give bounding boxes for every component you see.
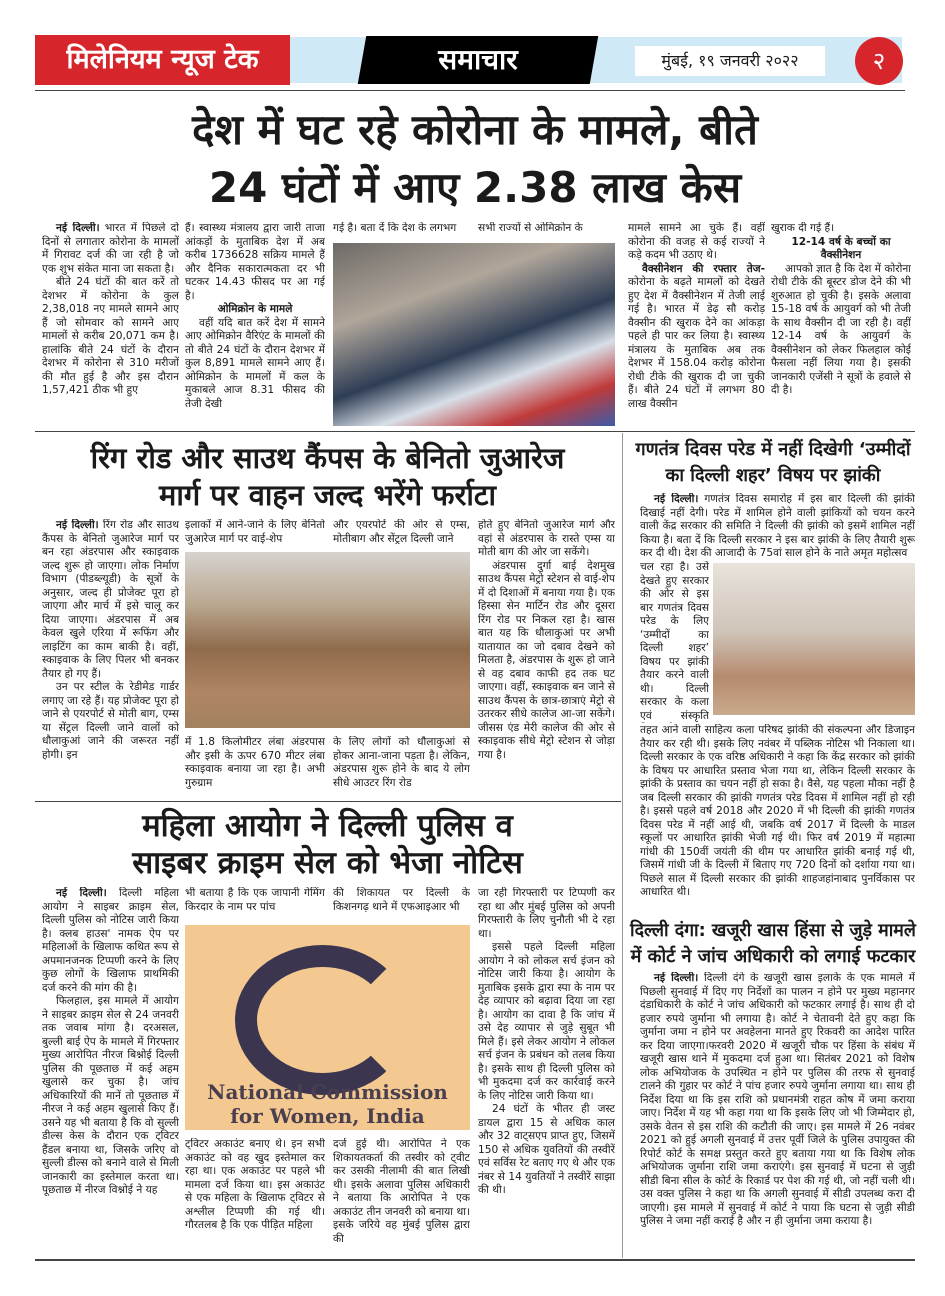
dateline-label: नई दिल्ली।: [56, 222, 100, 234]
headline-text: का दिल्ली शहर’ विषय पर झांकी: [665, 465, 881, 486]
page-number: [855, 37, 903, 85]
paragraph: उन पर स्टील के रेडीमेड गार्डर लगाए जा रहे हैं। यह प्रोजेक्ट पूरा हो जाने से एयरपोर्ट से मोती बाग, एम्स या सेंट्रल दिल्ली जाने वालों को धौलाकुआं जाने की जरूरत नहीं होगी। इन: [42, 681, 179, 761]
photo-underpass-construction: [185, 552, 470, 728]
paragraph: दिल्ली दंगे के खजूरी खास इलाके के एक मामले में पिछली सुनवाई में दिए गए निर्देशों का पालन न होने पर मुख्य महानगर दंडाधिकारी के कोर्ट ने जांच अधिकारी को फटकार लगाई है। साथ ही दो हजार रुपये जुर्माना भी लगाया है। कोर्ट ने चेतावनी देते हुए कहा कि जुर्माना जमा न होने पर अवहेलना मानते हुए रिकवरी का आदेश पारित कर दिया जाएगा।फरवरी 2020 में खजूरी चौक पर हिंसा के संबंध में खजूरी खास थाने में मुकदमा दर्ज हुआ था। सितंबर 2021 को विशेष लोक अभियोजक के उपस्थित न होने पर पुलिस की तरफ से सुनवाई टालने की गुहार पर कोर्ट ने पांच हजार रुपये जुर्माना लगाया था। साथ ही निर्देश दिया था कि इस राशि को प्रधानमंत्री राहत कोष में जमा कराया जाए। निर्देश में यह भी कहा गया था कि इसके लिए जो भी जिम्मेदार हो, उसके वेतन से इस राशि की कटौती की जाए। इस मामले में 26 नवंबर 2021 को हुई अगली सुनवाई में उत्तर पूर्वी जिले के पुलिस उपायुक्त की रिपोर्ट कोर्ट के समक्ष प्रस्तुत करते हुए बताया गया था कि विशेष लोक अभियोजक जुर्माना राशि जमा कराएंगे। इस सुनवाई में घटना से जुड़ी सीडी बिना सील के कोर्ट के रिकार्ड पर पेश की गई थी, जो नहीं चली थी। उस वक्त पुलिस ने कहा था कि अगली सुनवाई में सीडी उपलब्ध करा दी जाएगी। इस मामले में सुनवाई में कोर्ट ने पाया कि घटना से जुड़ी सीडी पुलिस ने जमा नहीं कराई है और न ही जुर्माना जमा कराया है।: [640, 972, 915, 1227]
headline-text: में कोर्ट ने जांच अधिकारी को लगाई फटकार: [630, 946, 916, 967]
paragraph: बीते 24 घंटों की बात करें तो देशभर में कोरोना के कुल 2,38,018 नए मामले सामने आए हैं जो सोमवार को सामने आए मामलों से करीब 20,071 कम है। हालांकि बीते 24 घंटों के दौरान देशभर में कोरोना से 310 मरीजों की मौत हुई है और इस दौरान 1,57,421 ठीक भी हुए: [42, 276, 179, 396]
article-column: [333, 222, 473, 238]
divider: [35, 1259, 915, 1261]
headline-text: देश में घट रहे कोरोना के मामले, बीते: [192, 105, 758, 154]
inline-subheading: वैक्सीनेशन की रफ्तार तेज-: [642, 262, 765, 275]
article-column: [640, 724, 915, 909]
article-column: [185, 1138, 325, 1255]
headline-text: दिल्ली दंगा: खजूरी खास हिंसा से जुड़े मामले: [630, 920, 916, 941]
headline-text: गणतंत्र दिवस परेड में नहीं दिखेगी ‘उम्मीदों: [635, 439, 911, 460]
paragraph: भारत में पिछले दो दिनों से लगातार कोरोना के मामलों में गिरावट दर्ज की जा रही है जो एक शुभ संकेत माना जा सकता है।: [42, 222, 179, 275]
headline-line: [35, 477, 620, 514]
divider: [35, 431, 915, 432]
article-column: [333, 887, 470, 915]
article-column: [640, 493, 915, 561]
paragraph: कोरोना के बढ़ते मामलों को देखते हुए देश में वैक्सीनेशन में तेजी लाई गई है। भारत में डेढ़ सौ करोड़ वैक्सीन की खुराक देने का आंकड़ा पहले ही पार कर लिया है। स्वास्थ्य मंत्रालय के मुताबिक अब तक देशभर में 158.04 करोड़ कोरोना रोधी टीके की खुराक दी जा चुकी हैं। बीते 24 घंटों में लगभग 80 लाख वैक्सीन: [628, 276, 765, 410]
headline-line: [628, 437, 918, 463]
headline-text: मार्ग पर वाहन जल्द भरेंगे फर्राटा: [159, 478, 496, 512]
subheading: 12-14 वर्ष के बच्चों का वैक्सीनेशन: [791, 235, 891, 261]
article-column: [185, 736, 325, 797]
masthead: [35, 35, 290, 85]
paragraph: दिल्ली महिला आयोग ने साइबर क्राइम सेल, दिल्ली पुलिस को नोटिस जारी किया है। क्लब हाउस' नामक ऐप पर महिलाओं के खिलाफ कथित रूप से अपमानजनक टिप्पणी करने के लिए कुछ लोगों के खिलाफ प्राथमिकी दर्ज करने की मांग की है।: [42, 887, 179, 994]
headline-line: [628, 918, 918, 944]
ncw-logo-emblem: [235, 945, 410, 1095]
article-column: [771, 222, 911, 428]
article-column: [42, 222, 179, 428]
headline-line: [628, 463, 918, 489]
paragraph: गई है। बता दें कि देश के लगभग: [333, 222, 457, 234]
ncw-logo-image: [185, 925, 470, 1130]
paragraph: अंडरपास दुर्गा बाई देशमुख साउथ कैंपस मेट्रो स्टेशन से वाई-शेप में दो दिशाओं में बनाया गया है। एक हिस्सा सेन मार्टिन रोड और दूसरा रिंग रोड पर निकल रहा है। खास बात यह कि धौलाकुआं पर अभी यातायात का जो दबाव देखने को मिलता है, अंडरपास के शुरू हो जाने से वह दबाव काफी हद तक घट जाएगा। वहीं, स्काइवाक बन जाने से साउथ कैंपस के छात्र-छात्राएं मेट्रो से उतरकर सीधे कालेज आ-जा सकेंगे। जीसस एंड मेरी कालेज की ओर से स्काइवाक सीधे मेट्रो स्टेशन से जोड़ा गया है।: [478, 559, 615, 761]
paragraph: सभी राज्यों से ओमिक्रोन के: [478, 222, 583, 234]
article-column: [185, 519, 325, 547]
headline-line: [628, 944, 918, 970]
page-number-text: २: [872, 47, 886, 75]
divider: [35, 90, 905, 91]
paragraph: खुराक दी गई हैं।: [771, 222, 835, 234]
subheading: ओमिक्रोन के मामले: [217, 303, 293, 315]
paragraph: तहत आने वाली साहित्य कला परिषद झांकी की संकल्पना और डिजाइन तैयार कर रही थी। इसके लिए नवंबर में पब्लिक नोटिस भी निकाला था। दिल्ली सरकार के एक वरिष्ठ अधिकारी ने कहा कि केंद्र सरकार को झांकी के विषय पर आधारित प्रस्ताव भेजा गया था, लेकिन दिल्ली सरकार के झांकी के प्रस्ताव का चयन नहीं हो सका है। वैसे, यह पहला मौका नहीं है जब दिल्ली सरकार की झांकी गणतंत्र परेड दिवस में शामिल नहीं हो रही है। इससे पहले वर्ष 2018 और 2020 में भी दिल्ली की झांकी गणतंत्र दिवस परेड में नहीं आई थी, जबकि वर्ष 2017 में दिल्ली के माडल स्कूलों पर आधारित झांकी भेजी गई थी। फिर वर्ष 2019 में महात्मा गांधी की 150वीं जयंती की थीम पर आधारित झांकी बनाई गई थी, जिसमें गांधी जी के दिल्ली में बिताए गए 720 दिनों को दर्शाया गया था। पिछले साल में दिल्ली सरकार की झांकी शाहजहांनाबाद पुनर्विकास पर आधारित थी।: [640, 724, 915, 898]
dateline-label: नई दिल्ली।: [654, 493, 699, 505]
paragraph: होते हुए बेनितो जुआरेज मार्ग और वहां से अंडरपास के रास्ते एम्स या मोती बाग की ओर जा सकेंगे।: [478, 519, 615, 558]
headline-text: महिला आयोग ने दिल्ली पुलिस व: [142, 808, 513, 844]
photo-delhi-secretariat: [713, 563, 915, 715]
paragraph: रिंग रोड और साउथ कैंपस के बेनितो जुआरेज मार्ग पर बन रहा अंडरपास और स्काइवाक जल्द शुरू हो जाएगा। लोक निर्माण विभाग (पीडब्ल्यूडी) के सूत्रों के अनुसार, जल्द ही प्रोजेक्ट पूरा हो जाएगा और मार्च में इसे चालू कर दिया जाएगा। अंडरपास में अब केवल खुले एरिया में रूफिंग और लाइटिंग का काम बाकी है। वहीं, स्काइवाक के लिए पिलर भी बनकर तैयार हो गए हैं।: [42, 519, 179, 680]
paragraph: की शिकायत पर दिल्ली के किशनगढ़ थाने में एफआइआर भी: [333, 887, 470, 913]
paragraph: आपको ज्ञात है कि देश में कोरोना रोधी टीके की बूस्टर डोज देने की भी शुरुआत हो चुकी है। इसके अलावा 15-18 वर्ष के आयुवर्ग को भी तेजी के साथ वैक्सीन दी जा रही है। वहीं 12-14 वर्ष के आयुवर्ग के वैक्सीनेशन को लेकर फिलहाल कोई फैसला नहीं लिया गया है। इसकी जानकारी एजेंसी ने सूत्रों के हवाले से दी है।: [771, 262, 911, 396]
logo-text-line: National Commission: [207, 1080, 448, 1104]
paragraph: हैं। स्वास्थ्य मंत्रालय द्वारा जारी ताजा आंकड़ों के मुताबिक देश में अब करीब 1736628 सक्रिय मामले हैं और दैनिक सकारात्मकता दर भी घटकर 14.43 फीसद पर आ गई है।: [185, 222, 325, 302]
paragraph: वहीं यदि बात करें देश में सामने आए ओमिक्रोन वैरिएंट के मामलों की तो बीते 24 घंटों के दौरान देशभर में कुल 8,891 मामले सामने आए हैं। ओमिक्रोन के मामलों में कल के मुकाबले आज 8.31 फीसद की तेजी देखी: [185, 316, 325, 410]
paragraph: भी बताया है कि एक जापानी गेमिंग किरदार के नाम पर पांच: [185, 887, 325, 913]
article-column: [640, 561, 709, 723]
paragraph: फिलहाल, इस मामले में आयोग ने साइबर क्राइम सेल से 24 जनवरी तक जवाब मांगा है। दरअसल, बुल्ली बाई ऐप के मामले में गिरफ्तार मुख्य आरोपित नीरज बिश्नोई दिल्ली पुलिस की पूछताछ में कई अहम खुलासे कर चुका है। जांच अधिकारियों की मानें तो पूछताछ में नीरज ने कई अहम खुलासे किए हैं। उसने यह भी बताया है कि वो सुल्ली डील्स केस के दौरान एक ट्विटर हैंडल बनाया था, जिसके जरिए वो सुल्ली डील्स को बनाने वाले से मिली जानकारी का इस्तेमाल करता था। पूछताछ में नीरज विश्नोई ने यह: [42, 995, 179, 1196]
headline-text: 24 घंटों में आए 2.38 लाख केस: [208, 163, 742, 212]
article-column: [333, 736, 470, 797]
divider: [35, 801, 621, 802]
paragraph: और एयरपोर्ट की ओर से एम्स, मोतीबाग और सेंट्रल दिल्ली जाने: [333, 519, 470, 545]
masthead-text: मिलेनियम न्यूज टेक: [66, 44, 259, 75]
article-column: [628, 222, 765, 428]
headline-line: [35, 845, 620, 882]
headline-line: [35, 440, 620, 477]
paragraph: जा रही गिरफ्तारी पर टिप्पणी कर रहा था और मुंबई पुलिस को अपनी गिरफ्तारी के लिए चुनौती भी दे रहा था।: [478, 887, 615, 940]
logo-text-line: for Women, India: [230, 1104, 425, 1128]
article-column: [333, 1138, 470, 1255]
article-column: [185, 887, 325, 915]
headline-text: रिंग रोड और साउथ कैंपस के बेनितो जुआरेज: [90, 441, 565, 475]
article-column: [478, 887, 615, 1255]
article-column: [478, 519, 615, 797]
article-column: [42, 887, 179, 1255]
article-column: [478, 222, 615, 238]
article-column: [185, 222, 325, 428]
dateline-text: मुंबई, १९ जनवरी २०२२: [661, 51, 799, 70]
headline-text: साइबर क्राइम सेल को भेजा नोटिस: [132, 845, 523, 881]
logo-text: [185, 1104, 470, 1128]
headline-line: [35, 808, 620, 845]
photo-covid-testing: [333, 243, 615, 426]
paragraph: 24 घंटों के भीतर ही जस्ट डायल द्वारा 15 से अधिक काल और 32 वाट्सएप प्राप्त हुए, जिसमें 150 से अधिक युवतियों की तस्वीरें एवं सर्विस रेट बताए गए थे और एक नंबर से 14 युवतियों ने तस्वीरें साझा की थी।: [478, 1103, 615, 1196]
paragraph: में 1.8 किलोमीटर लंबा अंडरपास और इसी के ऊपर 670 मीटर लंबा स्काइवाक बनाया जा रहा है। अभी गुरुग्राम: [185, 736, 325, 789]
paragraph: चल रहा है। उसे देखते हुए सरकार की ओर से इस बार गणतंत्र दिवस परेड के लिए ‘उम्मीदों का दिल्ली शहर’ विषय पर झांकी तैयार करने वाली थी। दिल्ली सरकार के कला एवं संस्कृति: [640, 561, 709, 722]
paragraph: दर्ज हुई थी। आरोपित ने एक शिकायतकर्ता की तस्वीर को ट्वीट कर उसकी नीलामी की बात लिखी थी। इसके अलावा पुलिस अधिकारी ने बताया कि आरोपित ने एक अकाउंट तीन जनवरी को बनाया था। इसके जरिये वह मुंबई पुलिस द्वारा की: [333, 1138, 470, 1245]
dateline-label: नई दिल्ली।: [56, 887, 107, 899]
headline-line: [35, 160, 915, 216]
article-column: [42, 519, 179, 797]
dateline: [635, 46, 825, 76]
headline-line: [35, 102, 915, 158]
column-divider: [622, 433, 623, 1258]
paragraph: ट्विटर अकाउंट बनाए थे। इन सभी अकाउंट को वह खुद इस्तेमाल कर रहा था। एक अकाउंट पर पहले भी मामला दर्ज किया था। इस अकाउंट से एक महिला के खिलाफ ट्विटर से अश्लील टिप्पणी की गई थी। गौरतलब है कि एक पीड़ित महिला: [185, 1138, 325, 1231]
dateline-label: नई दिल्ली।: [654, 972, 699, 984]
logo-text: [185, 1080, 470, 1104]
paragraph: गणतंत्र दिवस समारोह में इस बार दिल्ली की झांकी दिखाई नहीं देगी। परेड में शामिल होने वाली झांकियों को चयन करने वाली केंद्र सरकार की समिति ने दिल्ली की झांकी को इसमें शामिल नहीं किया है। बता दें कि दिल्ली सरकार ने इस बार झांकी के लिए तैयारी शुरू कर दी थी। देश की आजादी के 75वां साल होने के नाते अमृत महोत्सव: [640, 493, 915, 559]
article-column: [333, 519, 470, 547]
section-title: [362, 36, 594, 84]
paragraph: मामले सामने आ चुके हैं। वहीं कोरोना की वजह से कई राज्यों ने कड़े कदम भी उठाए थे।: [628, 222, 765, 261]
paragraph: के लिए लोगों को धौलाकुआं से होकर आना-जाना पड़ता है। लेकिन, अंडरपास शुरू होने के बाद ये लोग सीधे आउटर रिंग रोड: [333, 736, 470, 789]
section-title-text: समाचार: [438, 43, 518, 76]
dateline-label: नई दिल्ली।: [56, 519, 99, 531]
paragraph: इससे पहले दिल्ली महिला आयोग ने को लोकल सर्च इंजन को नोटिस जारी किया है। आयोग के मुताबिक इसके द्वारा स्पा के नाम पर देह व्यापार को बढ़ावा दिया जा रहा है। आयोग का दावा है कि जांच में उसे देह व्यापार से जुड़े सुबूत भी मिले हैं। इसे लेकर आयोग ने लोकल सर्च इंजन के प्रबंधन को तलब किया है। इसके साथ ही दिल्ली पुलिस को भी मुकदमा दर्ज कर कार्रवाई करने के लिए नोटिस जारी किया था।: [478, 941, 615, 1102]
article-column: [640, 972, 915, 1252]
paragraph: इलाकों में आने-जाने के लिए बेनितो जुआरेज मार्ग पर वाई-शेप: [185, 519, 325, 545]
